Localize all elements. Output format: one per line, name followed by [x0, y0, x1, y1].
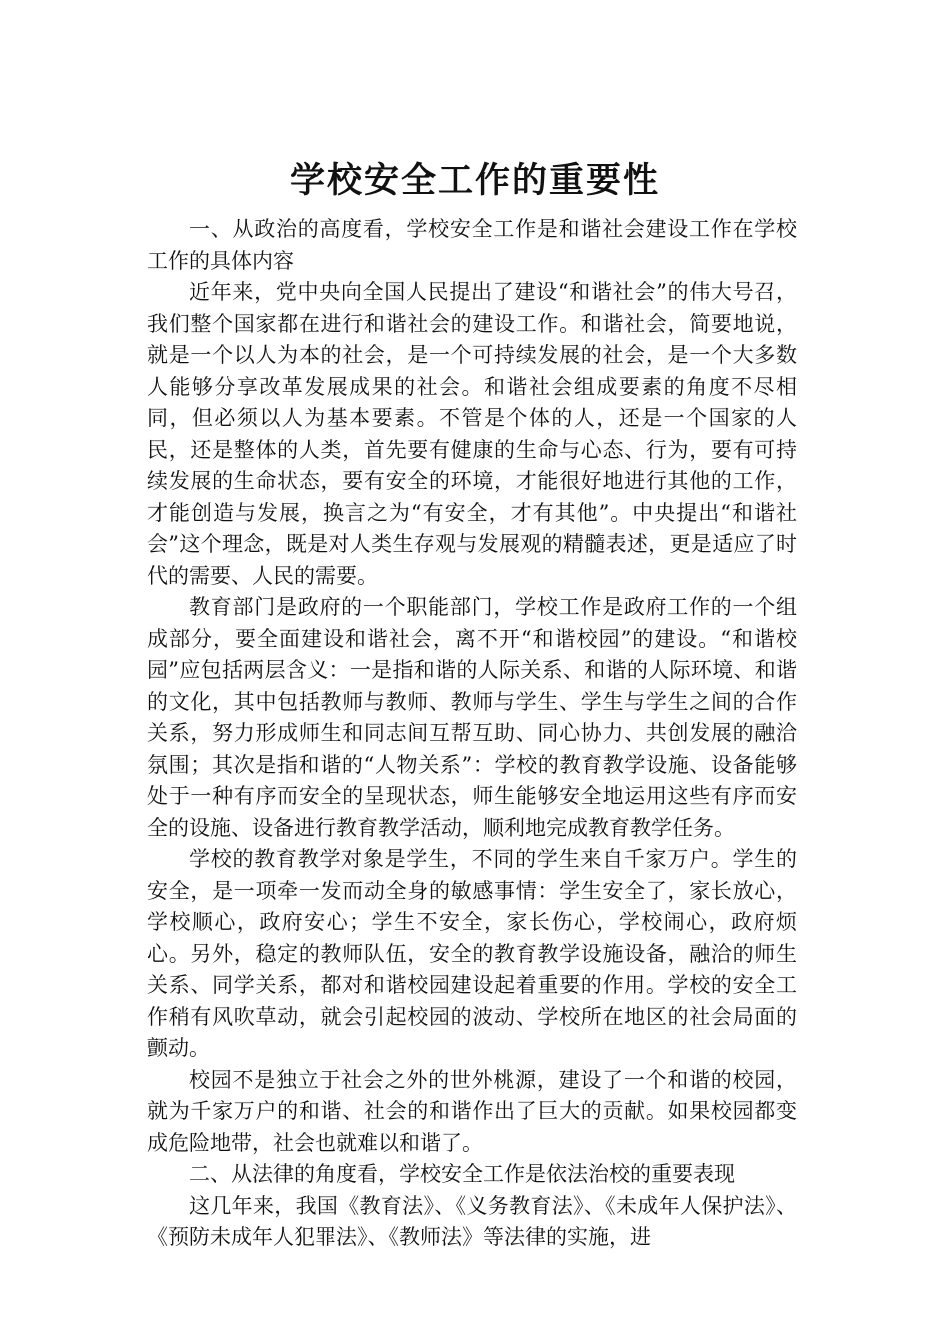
body-paragraph: 学校的教育教学对象是学生，不同的学生来自千家万户。学生的安全，是一项牵一发而动全身的敏感事情：学生安全了，家长放心，学校顺心，政府安心；学生不安全，家长伤心，学校闹心，政府烦心。另外，稳定的教师队伍，安全的教育教学设施设备，融洽的师生关系、同学关系，都对和谐校园建设起着重要的作用。学校的安全工作稍有风吹草动，就会引起校园的波动、学校所在地区的社会局面的颤动。	[147, 847, 797, 1060]
heading-paragraph-1: 一、从政治的高度看，学校安全工作是和谐社会建设工作在学校工作的具体内容	[147, 217, 797, 273]
body-paragraph: 近年来，党中央向全国人民提出了建设“和谐社会”的伟大号召，我们整个国家都在进行和谐社会的建设工作。和谐社会，简要地说，就是一个以人为本的社会，是一个可持续发展的社会，是一个大多数人能够分享改革发展成果的社会。和谐社会组成要素的角度不尽相同，但必须以人为基本要素。不管是个体的人，还是一个国家的人民，还是整体的人类，首先要有健康的生命与心态、行为，要有可持续发展的生命状态，要有安全的环境，才能很好地进行其他的工作，才能创造与发展，换言之为“有安全，才有其他”。中央提出“和谐社会”这个理念，既是对人类生存观与发展观的精髓表述，更是适应了时代的需要、人民的需要。	[147, 280, 797, 588]
body-paragraph: 教育部门是政府的一个职能部门，学校工作是政府工作的一个组成部分，要全面建设和谐社会，离不开“和谐校园”的建设。“和谐校园”应包括两层含义：一是指和谐的人际关系、和谐的人际环境、和谐的文化，其中包括教师与教师、教师与学生、学生与学生之间的合作关系，努力形成师生和同志间互帮互助、同心协力、共创发展的融洽氛围；其次是指和谐的“人物关系”：学校的教育教学设施、设备能够处于一种有序而安全的呈现状态，师生能够安全地运用这些有序而安全的设施、设备进行教育教学活动，顺利地完成教育教学任务。	[147, 595, 797, 840]
body-paragraph: 这几年来，我国《教育法》、《义务教育法》、《未成年人保护法》、《预防未成年人犯罪法》、《教师法》等法律的实施，进	[147, 1193, 797, 1249]
body-paragraph: 校园不是独立于社会之外的世外桃源，建设了一个和谐的校园，就为千家万户的和谐、社会的和谐作出了巨大的贡献。如果校园都变成危险地带，社会也就难以和谐了。	[147, 1067, 797, 1155]
document-body	[147, 214, 797, 1254]
heading-paragraph-2: 二、从法律的角度看，学校安全工作是依法治校的重要表现	[189, 1162, 735, 1186]
document-title: 学校安全工作的重要性	[289, 160, 660, 202]
